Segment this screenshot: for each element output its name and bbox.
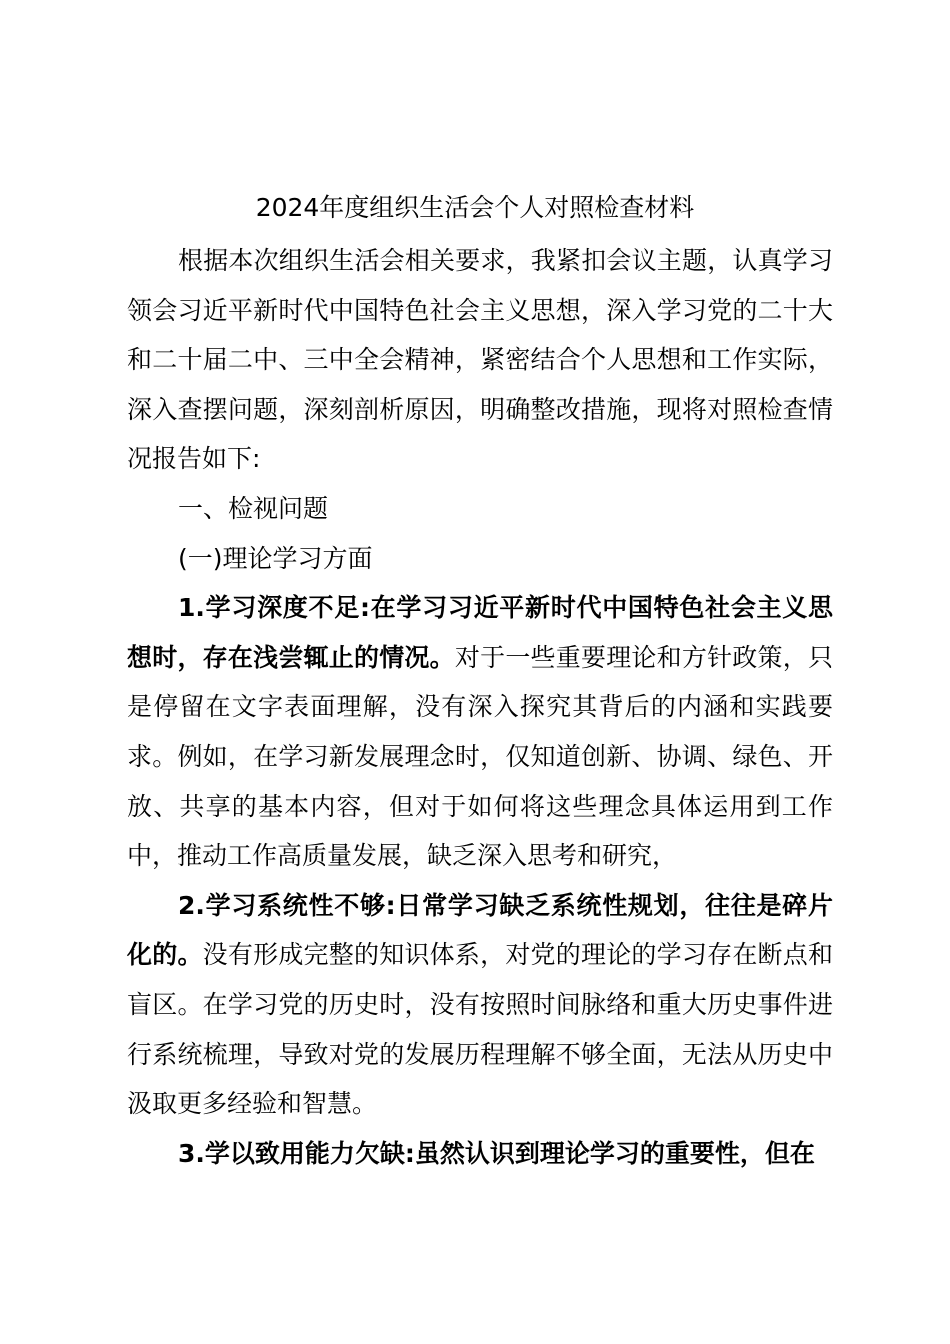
intro-paragraph: 根据本次组织生活会相关要求，我紧扣会议主题，认真学习领会习近平新时代中国特色社会主义思想，深入学习党的二十大和二十届二中、三中全会精神，紧密结合个人思想和工作实际，深入查摆问题，深刻剖析原因，明确整改措施，现将对照检查情况报告如下:	[127, 246, 833, 474]
item-1-text: 对于一些重要理论和方针政策，只是停留在文字表面理解，没有深入探究其背后的内涵和实践要求。例如，在学习新发展理念时，仅知道创新、协调、绿色、开放、共享的基本内容，但对于如何将这些理念具体运用到工作中，推动工作高质量发展，缺乏深入思考和研究，	[127, 642, 833, 871]
item-3-bold: 3.学以致用能力欠缺:虽然认识到理论学习的重要性，但在	[178, 1138, 815, 1168]
document-title: 2024年度组织生活会个人对照检查材料	[255, 193, 695, 222]
item-2-bold: 2.学习系统性不够:日常学习缺乏系统性规划，往往是碎片化的。	[127, 890, 833, 970]
document-body	[127, 236, 833, 1178]
item-1-bold: 1.学习深度不足:在学习习近平新时代中国特色社会主义思想时，存在浅尝辄止的情况。	[127, 593, 833, 672]
section-heading: 一、检视问题	[178, 493, 329, 523]
subsection-heading: (一)理论学习方面	[178, 543, 373, 573]
item-2-text: 没有形成完整的知识体系，对党的理论的学习存在断点和盲区。在学习党的历史时，没有按照时间脉络和重大历史事件进行系统梳理，导致对党的发展历程理解不够全面，无法从历史中汲取更多经验和智慧。	[127, 940, 833, 1119]
item-paragraph-3	[127, 1129, 833, 1179]
item-paragraph-2	[127, 881, 833, 1129]
item-paragraph-1	[127, 583, 833, 881]
